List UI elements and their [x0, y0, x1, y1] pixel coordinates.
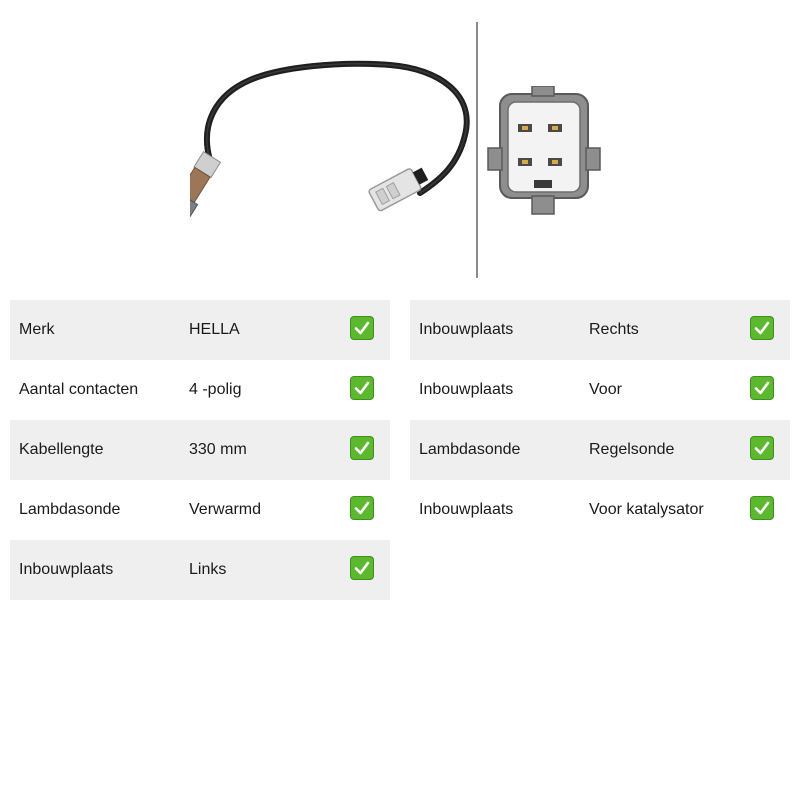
- spec-label: Inbouwplaats: [419, 381, 514, 398]
- spec-label: Merk: [19, 321, 55, 338]
- lambda-sensor-image: [190, 55, 480, 255]
- spec-value: Voor katalysator: [589, 501, 704, 518]
- spec-row: [10, 300, 390, 360]
- check-mark-icon: [750, 376, 774, 400]
- connector-image: [486, 86, 602, 216]
- spec-label: Inbouwplaats: [419, 321, 514, 338]
- spec-label: Lambdasonde: [19, 501, 121, 518]
- spec-table-right: [410, 300, 790, 540]
- check-mark-icon: [750, 436, 774, 460]
- spec-row: [10, 420, 390, 480]
- spec-row: [10, 360, 390, 420]
- spec-value: Regelsonde: [589, 441, 675, 458]
- spec-value: 330 mm: [189, 441, 247, 458]
- check-mark-icon: [350, 316, 374, 340]
- spec-row: [10, 540, 390, 600]
- check-mark-icon: [350, 436, 374, 460]
- spec-label: Lambdasonde: [419, 441, 521, 458]
- spec-label: Inbouwplaats: [419, 501, 514, 518]
- spec-value: Verwarmd: [189, 501, 262, 518]
- spec-label: Kabellengte: [19, 441, 104, 458]
- spec-label: Inbouwplaats: [19, 561, 114, 578]
- spec-value: Rechts: [589, 321, 639, 338]
- image-divider: [476, 22, 478, 278]
- spec-value: 4 -polig: [189, 381, 242, 398]
- spec-row: [10, 480, 390, 540]
- spec-row: [410, 360, 790, 420]
- spec-row: [410, 480, 790, 540]
- check-mark-icon: [350, 556, 374, 580]
- check-mark-icon: [750, 316, 774, 340]
- spec-row: [410, 300, 790, 360]
- spec-row: [410, 420, 790, 480]
- spec-value: Links: [189, 561, 227, 578]
- spec-value: Voor: [589, 381, 622, 398]
- check-mark-icon: [750, 496, 774, 520]
- check-mark-icon: [350, 496, 374, 520]
- spec-value: HELLA: [189, 321, 240, 338]
- check-mark-icon: [350, 376, 374, 400]
- spec-table-left: [10, 300, 390, 600]
- spec-label: Aantal contacten: [19, 381, 139, 398]
